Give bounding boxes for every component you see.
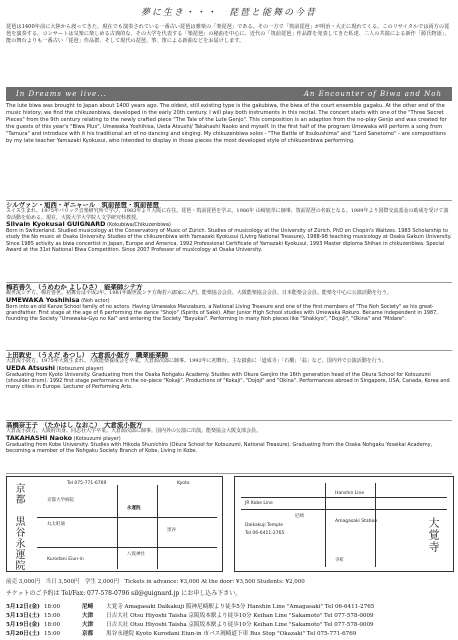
performer-name-en: TAKAHASHI Naoko (6, 433, 73, 442)
schedule (6, 603, 452, 639)
title-band (0, 0, 458, 24)
banner-left-title: In Dreams we live... (16, 90, 107, 98)
schedule-time: 18:00 (44, 622, 61, 628)
schedule-date: 5月12日(金) (6, 604, 40, 610)
ticket-contact: チケットのご予約は Tel/Fax: 077-578-0796 sil@guignard.jp にお申し込み下さい。 (6, 590, 242, 597)
performer-ueda (6, 352, 452, 418)
map-label: 永運院 (127, 506, 141, 511)
ticket-prices: 前売 3,000円 当日 3,500円 学生 2,000円 Tickets in advance: ¥3,000 At the door: ¥3,500 Students: ¥2,000 (6, 579, 305, 585)
schedule-date: 5月20日(土) (6, 631, 40, 637)
schedule-row (6, 630, 452, 639)
schedule-venue: 大覚寺 Amagasaki Daikakuji 阪神尼崎駅より徒歩5分 Hanshin Line "Amagasaki" Tel 06-6411-2765 (106, 604, 375, 610)
performer-bio-jp: 大倉流小鼓方。1975年大阪生まれ。大阪能楽養成会を卒業。大倉源次郎に師事。1992年に初舞台。主な披曲に「道成寺」「石橋」「翁」など。国内外で公演活動を行う。 (6, 358, 387, 365)
map-road (37, 517, 217, 518)
map-kyoto-title: 京都 黒谷永運院 (13, 483, 24, 571)
banner-right-title: An Encounter of Biwa and Noh (303, 90, 442, 98)
map-road (375, 483, 376, 567)
map-label: 黒谷 (167, 528, 176, 533)
schedule-date: 5月13日(土) (6, 613, 40, 619)
performer-bio-jp: スイス生まれ。1975年バロック音楽研究所で学び，1983年より大阪に在住。琵琶・筑前琵琶を学ぶ。1986年 山崎旭萃に師事、筑前琵琶の名取となる。1989年より国際交流基金の助成を受けて演奏活動を始める。現在、大阪大学大学院人文学研究科教授。 (6, 208, 449, 221)
map-label: Daikakuji Temple (245, 523, 284, 528)
performer-role-en: (Kotsuzumi player) (73, 435, 121, 442)
divider (6, 420, 452, 421)
schedule-date: 5月19日(金) (6, 622, 40, 628)
map-road (157, 485, 158, 569)
map-kyoto (6, 476, 223, 572)
maps-area (6, 474, 452, 574)
map-amagasaki-title: 大覚寺 (427, 517, 440, 553)
performer-name-jp: 梅若善久 （うめわか よしひさ） 能楽師シテ方 (6, 284, 143, 291)
performer-name-en: Silvain Kyokusai GUIGNARD (6, 219, 106, 228)
performer-bio-jp: 観世流シテ方。梅若善世。初舞台は平成2年。1981年観世流シテ方梅若六郎家に入門。能楽協会会員、大阪能楽協会会員、日本能楽会会員。能楽を中心に公演活動を行う。 (6, 290, 392, 297)
map-label: Kyoto (177, 481, 190, 486)
map-label: Kurodani Eiun-in (47, 557, 84, 562)
performer-bio-jp: 大倉流小鼓方。大阪府出身。同志社大学卒業。大倉源次郎に師事。国内外の公演に出演。能楽協会大阪支部会員。 (6, 428, 262, 435)
schedule-time: 18:00 (44, 604, 61, 610)
performer-bio-en: Graduating from Kyoto University. Graduating from the Osaka Nohgaku Academy. Studies with Okura Genjiro the 16th generation head of the Okura School for Kotsuzumi (shoulder drum). 1992 first stage performance in the no-piece "Kokaji". Productions of "Kokaji", "Dojoji" and "Okina". Performances abroad in Singapore, USA, Canada, Korea and many cities in Europe. Lecturer of Performing Arts. (6, 371, 450, 391)
map-label: 丸太町通 (47, 522, 65, 527)
map-rail (241, 497, 447, 498)
schedule-venue: 日吉大社 Otsu Hiyoshi Taisha 京阪坂本駅より徒歩10分 Keihan Line "Sakamoto" Tel 077-578-0009 (106, 613, 374, 619)
schedule-venue: 黒谷永運院 Kyoto Kurodani Eiun-in 市バス岡崎道下車 Bus Stop "Okazaki" Tel 075-771-6769 (106, 631, 357, 637)
map-label: JR Kobe Line (245, 501, 273, 506)
intro-english: The lute biwa was brought to Japan about 1400 years ago. The oldest, still existing type is the gakubiwa, the biwa of the court ensemble gagaku. At the other end of the music history, we find the chikuzenbiwa, developed in the early 20th century. I will play both instruments in this recital. The concert starts with one of the "Three Secret Pieces" from the 9th century relating to the newly crafted piece "The Tale of the Lute Genjo". This composition is an adaption from the no-play Genjo and was created for the guests of this year's "Biwa Plus", Umewaka Yoshihisa, Ueda Atsushi/ Takahashi Naoko and myself. In the first half of the program Umewaka will perform a song from "Tamura" and introduce with it his traditional art of no dancing and singing. My chikuzenbiwa solos - "The Battle of Itsukushima" and "Lord Sanetomo" - are compositions by my late teacher Yamazaki Kyokusui, who intended to display in those pieces the most developed style of chikuzenbiwa performing. (6, 103, 447, 144)
schedule-time: 15:00 (44, 631, 61, 637)
map-road (325, 483, 326, 567)
performer-bio-en: Born into an old Kanze School family of no actors. Having Umewaka Manzaburo, a National Living Treasure and one of the first members of "The Noh Society" as his great-grandfather. First stage at the age of 6 performing the dance "Shojo" (Spirits of Saké). After Junior High School studies with Umewaka Rokuro. Became independent in 1987, founding the Society "Umewaka-Gyo no Kai" and entering the Society "Bayukai". Performing in many Noh pieces like "Shakkyo", "Dojoji", "Okina" and "Midare". (6, 303, 438, 323)
map-label: Tel 075-771-6769 (67, 481, 107, 486)
performer-name-en: UMEWAKA Yoshihisa (6, 295, 80, 304)
divider (6, 282, 452, 283)
performer-name-jp: 上田敦史 （うえだ あつし） 大倉流小鼓方 職業能楽師 (6, 352, 168, 359)
performer-role-en: (Kokubiwa/Chikuzenbiwa) (107, 221, 171, 228)
schedule-time: 15:00 (44, 613, 61, 619)
schedule-city: 尼崎 (82, 604, 94, 610)
performer-name-en: UEDA Atsushi (6, 363, 55, 372)
performer-guignard (6, 202, 452, 280)
performer-umewaka (6, 284, 452, 348)
schedule-row (6, 612, 452, 621)
map-road (37, 547, 217, 548)
performer-role-en: (Noh actor) (81, 297, 110, 304)
map-label: Amagasaki Station (335, 519, 378, 524)
map-label: 八坂神社 (127, 552, 145, 557)
map-amagasaki (234, 476, 454, 572)
performer-role-en: (Kotsuzumi player) (56, 365, 104, 372)
map-label: Tel 06-6411-2765 (245, 531, 285, 536)
performer-bio-en: Graduating from Kobe University. Studies with Hikoda Shunichiro (Okura School for Kotsuzumi, National Treasure). Graduating from the Osaka Nohgaku Yoseikai Academy, becoming a member of the Nohgaku Society Branch of Kobe, Living in Kobe. (6, 441, 433, 455)
flyer-title: 夢に生き・・・ 琵琶と能舞の今昔 (140, 8, 317, 18)
map-label: 京都大学病院 (47, 498, 74, 503)
divider (6, 200, 452, 201)
map-road (117, 485, 118, 569)
schedule-venue: 日吉大社 Otsu Hiyoshi Taisha 京阪坂本駅より徒歩10分 Keihan Line "Sakamoto" Tel 077-578-0009 (106, 622, 374, 628)
performer-takahashi (6, 422, 452, 472)
map-label: 尼崎 (295, 514, 304, 519)
schedule-row (6, 603, 452, 612)
schedule-city: 大津 (82, 613, 94, 619)
map-rail (241, 509, 447, 510)
schedule-city: 京都 (82, 631, 94, 637)
intro-japanese: 琵琶は1400年前に大陸から渡ってきた。現在でも演奏されている一番古い琵琶は雅楽の「楽琵琶」である。その一方で「筑前琵琶」が明治・大正に現れてくる。このリサイタルでは両方の琵琶を演奏する。コンサートは気楽に楽しめる古典的な、その大学を代表する「楽琵琶」の秘曲を中心に、近代の「筑前琵琶」作品群を発表してきた私達、二人の共演による新作「源氏物語」、能の舞台よりも一番古い「琵琶」作品群、そして現代の琵琶、箏、笛による新曲などをお届けします。 (6, 24, 450, 45)
performer-bio-en: Born in Switzerland. Studied musicology at the Conservatory of Music of Zürich. Studies of musicology at the University of Zürich, PhD on Chopin's Waltzes. 1983 Scholarship to study the No music at Osaka University. Studies of the chikuzenbiwa with Yamazaki Kyokusui (Living National Treasure), 1988-98 teaching musicology at Osaka Gakuin University. Since 1985 activity as biwa concertist in Japan, Europe and America. 1992 Professional Certificate of Yamazaki Kyokusui. 1993 Master diploma Shihan in chikuzenbiwa. Special Award at the 31st National Biwa Competition. Since 2007 Professor of musicology at Osaka University. (6, 228, 452, 254)
performer-name-jp: 高橋奈王子 （たかはし なおこ） 大倉流小鼓方 (6, 422, 143, 429)
divider (6, 350, 452, 351)
performer-name-jp: シルヴァン・旭西・ギニャール 筑前琵琶・筑前琵琶 (6, 202, 160, 209)
title-banner (6, 87, 452, 101)
schedule-city: 大津 (82, 622, 94, 628)
schedule-row (6, 621, 452, 630)
map-label: 寺町 (335, 558, 344, 563)
map-label: Hanshin Line (335, 491, 365, 496)
